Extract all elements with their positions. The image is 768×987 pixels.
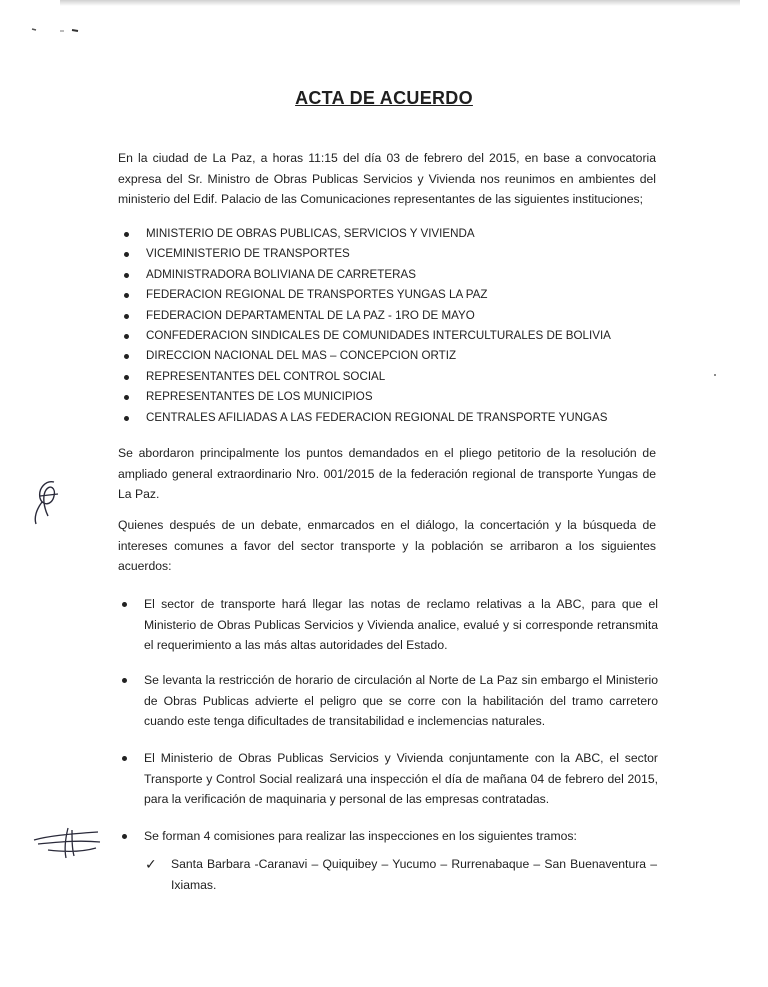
institutions-list [118,224,658,428]
list-item: El Ministerio de Obras Publicas Servicios y Vivienda conjuntamente con la ABC, el sector Transporte y Control Social realizará una inspección el día de mañana 04 de febrero del 2015, para la verificación de maquinaria y personal de las empresas contratadas. [118,748,658,810]
scan-shadow [60,0,740,6]
scan-mark-icon [30,24,90,36]
list-item: El sector de transporte hará llegar las notas de reclamo relativas a la ABC, para que el Ministerio de Obras Publicas Servicios y Vivienda analice, evalué y si corresponde retransmita el requerimiento a las más altas autoridades del Estado. [118,594,658,656]
checkmark-icon: ✓ [145,856,157,872]
signature-scribble-icon [28,822,108,862]
intro-paragraph: En la ciudad de La Paz, a horas 11:15 del día 03 de febrero del 2015, en base a convocatoria expresa del Sr. Ministro de Obras Publicas Servicios y Vivienda nos reunimos en ambientes del ministerio del Edif. Palacio de las Comunicaciones representantes de las siguientes instituciones; [118,151,656,206]
list-item: FEDERACION DEPARTAMENTAL DE LA PAZ - 1RO DE MAYO [118,306,658,326]
list-item: REPRESENTANTES DE LOS MUNICIPIOS [118,387,658,407]
signature-initial-icon [24,472,74,528]
route-subitem [145,854,657,895]
list-item: MINISTERIO DE OBRAS PUBLICAS, SERVICIOS Y VIVIENDA [118,224,658,244]
list-item: Se levanta la restricción de horario de circulación al Norte de La Paz sin embargo el Ministerio de Obras Publicas advierte el peligro que se corre con la habilitación del tramo carretero cuando este tenga dificultades de transitabilidad e inclemencias naturales. [118,670,658,732]
list-item: CONFEDERACION SINDICALES DE COMUNIDADES INTERCULTURALES DE BOLIVIA [118,326,658,346]
petition-paragraph: Se abordaron principalmente los puntos demandados en el pliego petitorio de la resolución de ampliado general extraordinario Nro. 001/2015 de la federación regional de transporte Yungas de La Paz. [118,446,656,501]
list-item: FEDERACION REGIONAL DE TRANSPORTES YUNGAS LA PAZ [118,285,658,305]
list-item: CENTRALES AFILIADAS A LAS FEDERACION REGIONAL DE TRANSPORTE YUNGAS [118,408,658,428]
page-title: ACTA DE ACUERDO [295,88,473,108]
route-text: Santa Barbara -Caranavi – Quiquibey – Yucumo – Rurrenabaque – San Buenaventura – Ixiamas. [171,857,657,892]
list-item: Se forman 4 comisiones para realizar las inspecciones en los siguientes tramos: [118,826,658,847]
list-item: REPRESENTANTES DEL CONTROL SOCIAL [118,367,658,387]
agreement-intro-paragraph: Quienes después de un debate, enmarcados en el diálogo, la concertación y la búsqueda de intereses comunes a favor del sector transporte y la población se arribaron a los siguientes acuerdos: [118,518,656,573]
scan-speck [714,374,716,376]
list-item: VICEMINISTERIO DE TRANSPORTES [118,244,658,264]
list-item: DIRECCION NACIONAL DEL MAS – CONCEPCION ORTIZ [118,346,658,366]
list-item: ADMINISTRADORA BOLIVIANA DE CARRETERAS [118,265,658,285]
